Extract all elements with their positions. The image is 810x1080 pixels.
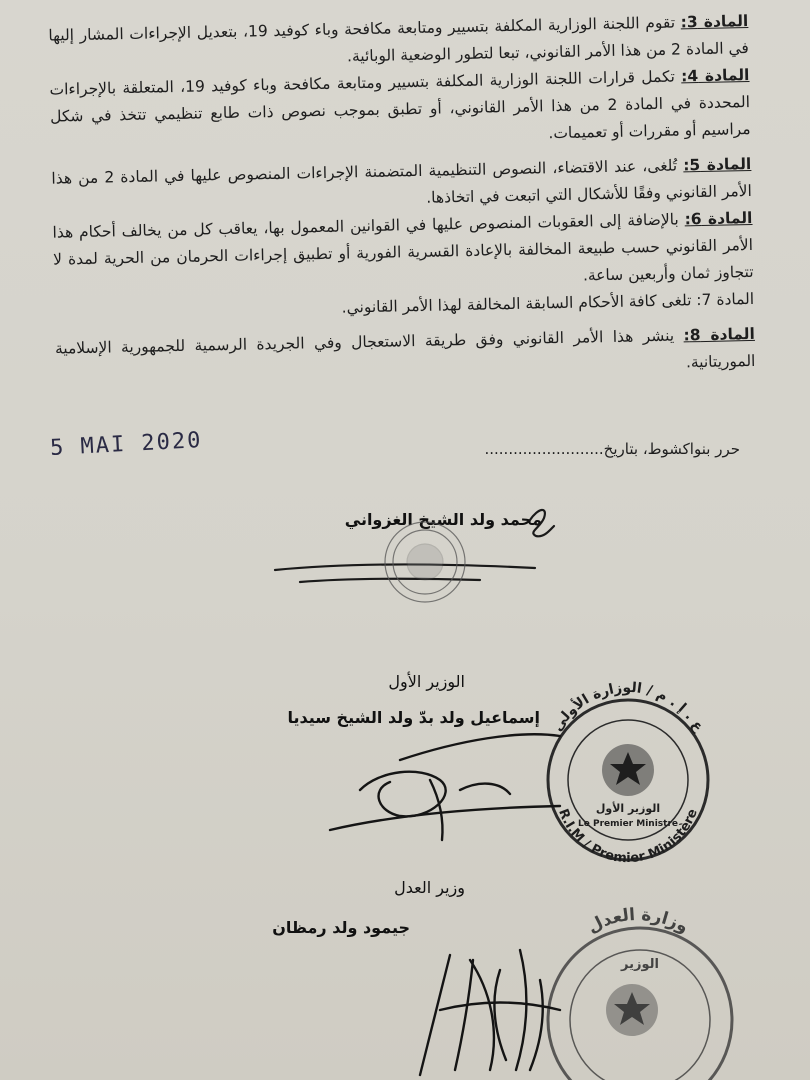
justice-name: جيمود ولد رمظان — [272, 918, 410, 937]
pm-name: إسماعيل ولد بدّ ولد الشيخ سيديا — [287, 708, 540, 727]
pm-seal-inner-fr: Le Premier Ministre — [578, 819, 678, 829]
pm-seal — [548, 680, 708, 866]
article-text: تُلغى، عند الاقتضاء، النصوص التنظيمية المتضمنة الإجراءات المنصوص عليها في المادة 2 من هذا الأمر القانوني وفقًا للأشكال التي اتبعت في اتخاذها. — [51, 156, 753, 207]
article-label: المادة 5: — [683, 154, 752, 175]
article-text: تقوم اللجنة الوزارية المكلفة بتسيير ومتابعة مكافحة وباء كوفيد 19، بتعديل الإجراءات المشار إليها في المادة 2 من هذا الأمر القانوني، تبعا لتطور الوضعية الوبائية. — [48, 13, 750, 66]
pm-seal-bottom-text: R.I.M / Premier Ministère — [555, 806, 701, 867]
article-text: المادة 7: تلغى كافة الأحكام السابقة المخالفة لهذا الأمر القانوني. — [341, 289, 755, 317]
justice-seal-top-text: وزارة العدل — [584, 904, 692, 938]
article-label: المادة 6: — [684, 208, 753, 229]
article-text: ينشر هذا الأمر القانوني وفق طريقة الاستعجال وفي الجريدة الرسمية للجمهورية الإسلامية الموريتانية. — [54, 326, 756, 372]
article-label: المادة 4: — [680, 65, 750, 86]
justice-seal-sub-text: الوزير — [621, 957, 659, 972]
justice-seal — [548, 905, 732, 1080]
justice-signature — [420, 950, 560, 1075]
place-date-line: حرر بنواكشوط، بتاريخ......................... — [484, 440, 740, 458]
article-text: تكمل قرارات اللجنة الوزارية المكلفة بتسيير ومتابعة مكافحة وباء كوفيد 19، المتعلقة بالإجراءات المحددة في المادة 2 من هذا الأمر القانوني، أو تطبق بموجب نصوص ذات طابع تنظيمي تتخذ في شكل مراسيم أو مقررات أو تعميمات. — [49, 67, 751, 143]
pm-title: الوزير الأول — [388, 672, 465, 691]
article-label: المادة 8: — [683, 324, 756, 345]
president-name: محمد ولد الشيخ الغزواني — [344, 510, 542, 529]
pm-signature — [330, 734, 560, 840]
president-seal — [385, 522, 465, 602]
justice-title: وزير العدل — [394, 878, 465, 897]
article-text: بالإضافة إلى العقوبات المنصوص عليها في القوانين المعمول بها، يعاقب كل من يخالف أحكام هذا الأمر القانوني حسب طبيعة المخالفة بالإعادة القسرية الفورية أو تطبيق إجراءات الحرمان من الحرية لمدة لا تتجاوز ثمان وأربعين ساعة. — [52, 210, 754, 285]
pm-seal-top-text: ع . إ . م / الوزارة الأولى — [549, 679, 707, 735]
article-label: المادة 3: — [680, 11, 749, 32]
pm-seal-inner-ar: الوزير الأول — [595, 802, 661, 815]
date-stamp: 5 MAI 2020 — [49, 428, 204, 461]
